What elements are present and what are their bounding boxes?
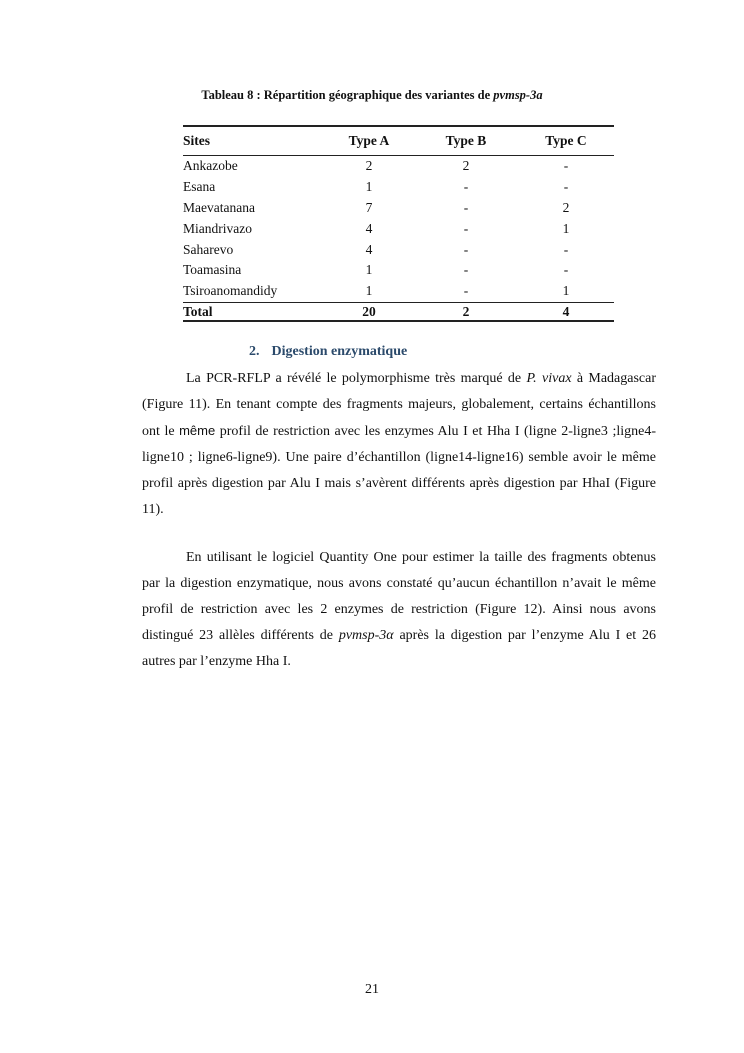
paragraph1-text-3: profil de restriction avec les enzymes Alu I et Hha I (ligne 2-ligne3 ;ligne4-ligne10 ; ligne6-ligne9). Une paire d’échantillon (ligne14-ligne16) semble avoir le même profil après digestion par Alu I mais s’avèrent différents après digestion par HhaI (Figure 11). — [142, 424, 656, 517]
header-type-b: Type B — [445, 133, 487, 148]
cell-type-b: - — [463, 262, 469, 278]
paragraph2-text-1: En utilisant le logiciel Quantity One pour estimer la taille des fragments obtenus par la digestion enzymatique, nous avons constaté qu’aucun échantillon n’avait le même profil de restriction avec les 2 enzymes de restriction (Figure 12). Ainsi nous avons distingué 23 allèles différents de — [142, 550, 656, 643]
cell-type-c: - — [563, 158, 569, 174]
gene-name: pvmsp-3α — [338, 628, 394, 643]
table-row — [183, 260, 614, 281]
cell-type-a: 1 — [365, 262, 373, 278]
cell-type-a: 1 — [365, 283, 373, 299]
cell-type-b: 2 — [462, 158, 470, 174]
cell-type-b: - — [463, 220, 469, 236]
paragraph1-text-2: à Madagascar (Figure 11). En tenant compte des fragments majeurs, globalement, certains échantillons ont le — [142, 371, 656, 439]
total-type-a: 20 — [362, 303, 376, 319]
paragraph1-text-1: La PCR-RFLP a révélé le polymorphisme très marqué de — [186, 371, 527, 386]
total-type-b: 2 — [462, 303, 470, 319]
header-type-c: Type C — [545, 133, 587, 148]
cell-type-c: - — [563, 262, 569, 278]
cell-type-c: - — [563, 241, 569, 257]
cell-type-c: - — [563, 179, 569, 195]
header-sites: Sites — [183, 133, 210, 148]
cell-site: Miandrivazo — [183, 220, 252, 236]
total-label: Total — [183, 303, 213, 319]
cell-site: Maevatanana — [183, 199, 255, 215]
species-name: P. vivax — [526, 371, 572, 386]
cell-site: Saharevo — [183, 241, 234, 257]
table-caption — [0, 88, 744, 103]
table-row — [183, 156, 614, 177]
cell-type-a: 4 — [365, 220, 373, 236]
table-header-row — [183, 126, 614, 156]
section-heading — [249, 344, 407, 360]
table-total-row — [183, 302, 614, 321]
cell-type-b: - — [463, 283, 469, 299]
table-caption-text: Tableau 8 : Répartition géographique des variantes de — [201, 88, 494, 102]
table-row — [183, 281, 614, 302]
section-title: Digestion enzymatique — [271, 344, 408, 359]
paragraph-quantity-one — [142, 545, 656, 675]
cell-type-b: - — [463, 241, 469, 257]
table-row — [183, 177, 614, 198]
table-row — [183, 198, 614, 219]
paragraph2-text-2: après la digestion par l’enzyme Alu I et 26 autres par l’enzyme Hha I. — [142, 628, 656, 669]
distribution-table — [183, 125, 614, 322]
section-number: 2. — [249, 344, 260, 359]
table-row — [183, 239, 614, 260]
cell-type-c: 1 — [562, 220, 570, 236]
header-type-a: Type A — [348, 133, 390, 148]
cell-type-a: 4 — [365, 241, 373, 257]
paragraph-pcr-rflp — [142, 366, 656, 523]
total-type-c: 4 — [562, 303, 570, 319]
cell-site: Toamasina — [183, 262, 242, 278]
cell-site: Tsiroanomandidy — [183, 283, 278, 299]
cell-type-c: 1 — [562, 283, 570, 299]
cell-type-a: 1 — [365, 179, 373, 195]
cell-site: Ankazobe — [183, 158, 238, 174]
cell-type-a: 2 — [365, 158, 373, 174]
cell-type-c: 2 — [562, 199, 570, 215]
table-caption-gene: pvmsp-3a — [493, 88, 543, 102]
page-number: 21 — [365, 982, 379, 997]
cell-site: Esana — [183, 179, 216, 195]
cell-type-b: - — [463, 199, 469, 215]
table-row — [183, 218, 614, 239]
cell-type-a: 7 — [365, 199, 373, 215]
paragraph1-meme: même — [179, 423, 216, 438]
cell-type-b: - — [463, 179, 469, 195]
